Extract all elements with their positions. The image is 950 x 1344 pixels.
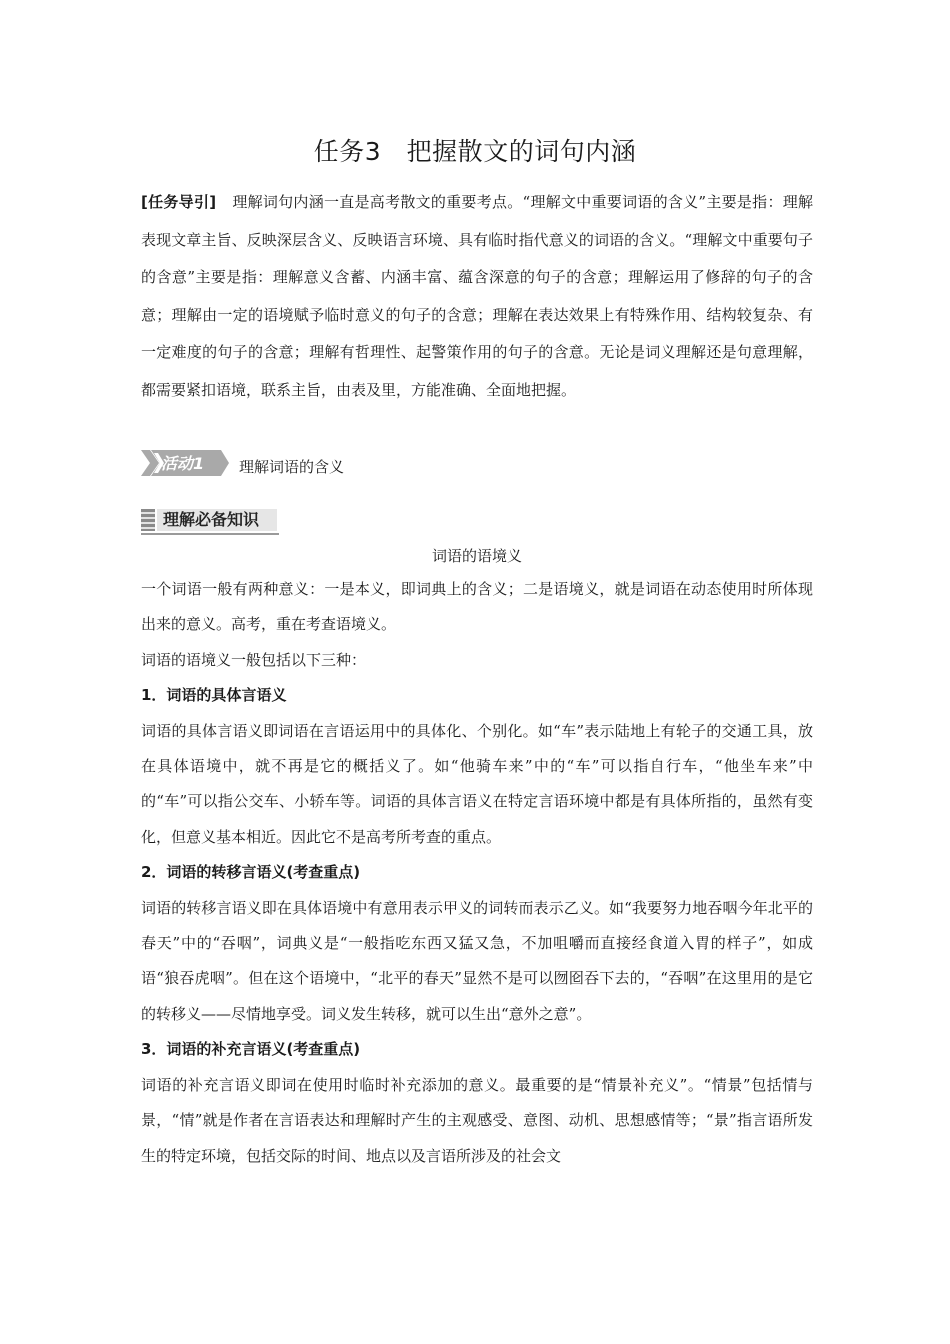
item-1-heading: 1．词语的具体言语义 bbox=[141, 686, 287, 705]
item-3-text: 词语的补充言语义即词在使用时临时补充添加的意义。最重要的是“情景补充义”。“情景”包括情与景，“情”就是作者在言语表达和理解时产生的主观感受、意图、动机、思想感情等；“景”指言语所发生的特定环境，包括交际的时间、地点以及言语所涉及的社会文 bbox=[141, 1075, 813, 1165]
item-2-text: 词语的转移言语义即在具体语境中有意用表示甲义的词转而表示乙义。如“我要努力地吞咽今年北平的春天”中的“吞咽”，词典义是“一般指吃东西又猛又急，不加咀嚼而直接经食道入胃的样子”，如成语“狼吞虎咽”。但在这个语境中，“北平的春天”显然不是可以囫囵吞下去的，“吞咽”在这里用的是它的转移义——尽情地享受。词义发生转移，就可以生出“意外之意”。 bbox=[141, 898, 813, 1023]
section-stripes-icon bbox=[141, 509, 155, 531]
main-body bbox=[141, 572, 813, 1174]
lead-text: 理解词句内涵一直是高考散文的重要考点。“理解文中重要词语的含义”主要是指：理解表现文章主旨、反映深层含义、反映语言环境、具有临时指代意义的词语的含义。“理解文中重要句子的含意”主要是指：理解意义含蓄、内涵丰富、蕴含深意的句子的含意；理解运用了修辞的句子的含意；理解由一定的语境赋予临时意义的句子的含意；理解在表达效果上有特殊作用、结构较复杂、有一定难度的句子的含意；理解有哲理性、起警策作用的句子的含意。无论是词义理解还是句意理解，都需要紧扣语境，联系主旨，由表及里，方能准确、全面地把握。 bbox=[141, 193, 813, 399]
item-3-heading: 3．词语的补充言语义(考查重点) bbox=[141, 1040, 361, 1059]
lead-label: [任务导引] bbox=[141, 193, 217, 211]
intro-paragraph-1: 一个词语一般有两种意义：一是本义，即词典上的含义；二是语境义，就是词语在动态使用时所体现出来的意义。高考，重在考查语境义。 bbox=[141, 580, 813, 634]
item-2-heading: 2．词语的转移言语义(考查重点) bbox=[141, 863, 361, 882]
item-1-text: 词语的具体言语义即词语在言语运用中的具体化、个别化。如“车”表示陆地上有轮子的交通工具，放在具体语境中，就不再是它的概括义了。如“他骑车来”中的“车”可以指自行车，“他坐车来”中的“车”可以指公交车、小轿车等。词语的具体言语义在特定言语环境中都是有具体所指的，虽然有变化，但意义基本相近。因此它不是高考所考查的重点。 bbox=[141, 721, 813, 846]
intro-paragraph-2: 词语的语境义一般包括以下三种： bbox=[141, 650, 367, 669]
activity-badge bbox=[141, 450, 229, 476]
subsection-title: 词语的语境义 bbox=[431, 547, 522, 565]
activity-badge-label: 活动1 bbox=[161, 454, 205, 473]
task-lead bbox=[141, 184, 813, 410]
page-title: 任务3 把握散文的词句内涵 bbox=[313, 137, 637, 166]
knowledge-head-label: 理解必备知识 bbox=[163, 510, 260, 529]
activity-title: 理解词语的含义 bbox=[239, 457, 345, 476]
activity-banner bbox=[141, 449, 344, 477]
knowledge-section-head bbox=[141, 506, 279, 534]
